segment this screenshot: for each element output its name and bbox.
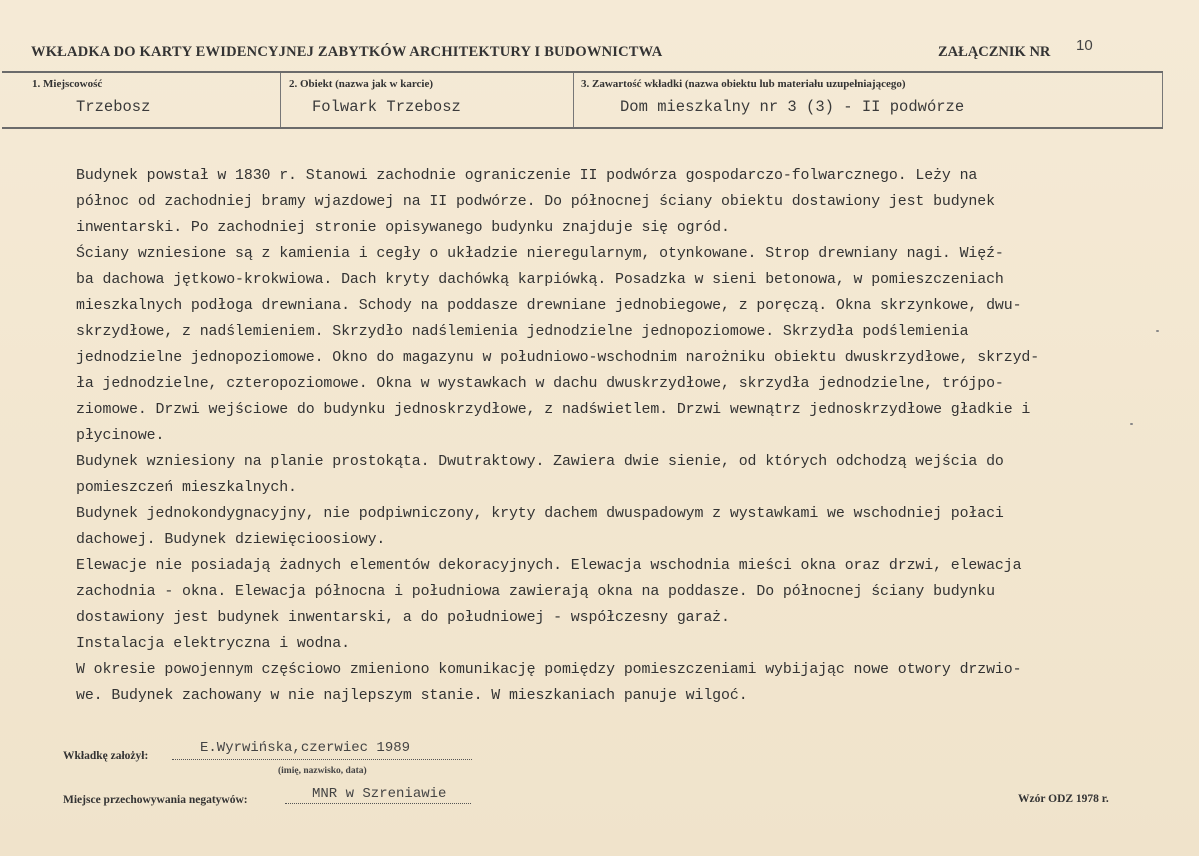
description-line: ziomowe. Drzwi wejściowe do budynku jednoskrzydłowe, z nadświetlem. Drzwi wewnątrz jednoskrzydłowe gładkie i	[76, 402, 1031, 418]
description-line: dachowej. Budynek dziewięcioosiowy.	[76, 532, 386, 548]
locality-label: 1. Miejscowość	[32, 78, 103, 90]
description-line: zachodnia - okna. Elewacja północna i południowa zawierają okna na poddasze. Do północnej ściany budynku	[76, 584, 995, 600]
description-line: Elewacje nie posiadają żadnych elementów dekoracyjnych. Elewacja wschodnia mieści okna oraz drzwi, elewacja	[76, 558, 1022, 574]
content-label: 3. Zawartość wkładki (nazwa obiektu lub materiału uzupełniającego)	[581, 78, 906, 90]
header-top-rule	[2, 71, 1163, 73]
description-line: W okresie powojennym częściowo zmieniono komunikację pomiędzy pomieszczeniami wybijając nowe otwory drzwio-	[76, 662, 1022, 678]
description-line: północ od zachodniej bramy wjazdowej na II podwórze. Do północnej ściany obiektu dostawiony jest budynek	[76, 194, 995, 210]
founder-value: E.Wyrwińska,czerwiec 1989	[200, 740, 411, 756]
description-line: ba dachowa jętkowo-krokwiowa. Dach kryty dachówką karpiówką. Posadzka w sieni betonowa, w pomieszczeniach	[76, 272, 1004, 288]
form-pattern-label: Wzór ODZ 1978 r.	[1018, 793, 1109, 805]
field-divider	[1162, 73, 1163, 127]
founder-dotted-line	[172, 759, 472, 760]
description-text	[76, 163, 1156, 709]
storage-label: Miejsce przechowywania negatywów:	[63, 794, 248, 806]
paper-speck	[1156, 330, 1159, 332]
description-line: skrzydłowe, z nadślemieniem. Skrzydło nadślemienia jednodzielne jednopoziomowe. Skrzydła podślemienia	[76, 324, 969, 340]
description-line: jednodzielne jednopoziomowe. Okno do magazynu w południowo-wschodnim narożniku obiektu dwuskrzydłowe, skrzyd-	[76, 350, 1040, 366]
attachment-number: 10	[1076, 37, 1093, 54]
object-value: Folwark Trzebosz	[312, 98, 461, 116]
object-label: 2. Obiekt (nazwa jak w karcie)	[289, 78, 434, 90]
description-line: we. Budynek zachowany w nie najlepszym stanie. W mieszkaniach panuje wilgoć.	[76, 688, 748, 704]
locality-value: Trzebosz	[76, 98, 151, 116]
paper-speck	[1130, 423, 1133, 425]
description-line: Budynek powstał w 1830 r. Stanowi zachodnie ograniczenie II podwórza gospodarczo-folwarcznego. Leży na	[76, 168, 978, 184]
description-line: ła jednodzielne, czteropoziomowe. Okna w wystawkach w dachu dwuskrzydłowe, skrzydła jednodzielne, trójpo-	[76, 376, 1004, 392]
description-line: pomieszczeń mieszkalnych.	[76, 480, 297, 496]
description-line: Ściany wzniesione są z kamienia i cegły o układzie nieregularnym, otynkowane. Strop drewniany nagi. Więź-	[76, 246, 1004, 262]
description-line: Budynek wzniesiony na planie prostokąta. Dwutraktowy. Zawiera dwie sienie, od których odchodzą wejścia do	[76, 454, 1004, 470]
content-value: Dom mieszkalny nr 3 (3) - II podwórze	[620, 98, 965, 116]
storage-value: MNR w Szreniawie	[312, 786, 447, 802]
storage-dotted-line	[285, 803, 471, 804]
description-line: płycinowe.	[76, 428, 165, 444]
description-line: mieszkalnych podłoga drewniana. Schody na poddasze drewniane jednobiegowe, z poręczą. Okna skrzynkowe, dwu-	[76, 298, 1022, 314]
field-divider	[280, 73, 281, 127]
header-bottom-rule	[2, 127, 1163, 129]
description-line: Budynek jednokondygnacyjny, nie podpiwniczony, kryty dachem dwuspadowym z wystawkami we wschodniej połaci	[76, 506, 1004, 522]
description-line: Instalacja elektryczna i wodna.	[76, 636, 350, 652]
form-title: WKŁADKA DO KARTY EWIDENCYJNEJ ZABYTKÓW ARCHITEKTURY I BUDOWNICTWA	[31, 44, 663, 60]
description-line: inwentarski. Po zachodniej stronie opisywanego budynku znajduje się ogród.	[76, 220, 730, 236]
founder-caption: (imię, nazwisko, data)	[278, 766, 367, 776]
field-divider	[573, 73, 574, 127]
founder-label: Wkładkę założył:	[63, 750, 149, 762]
description-line: dostawiony jest budynek inwentarski, a do południowej - współczesny garaż.	[76, 610, 730, 626]
attachment-label: ZAŁĄCZNIK NR	[938, 44, 1051, 60]
